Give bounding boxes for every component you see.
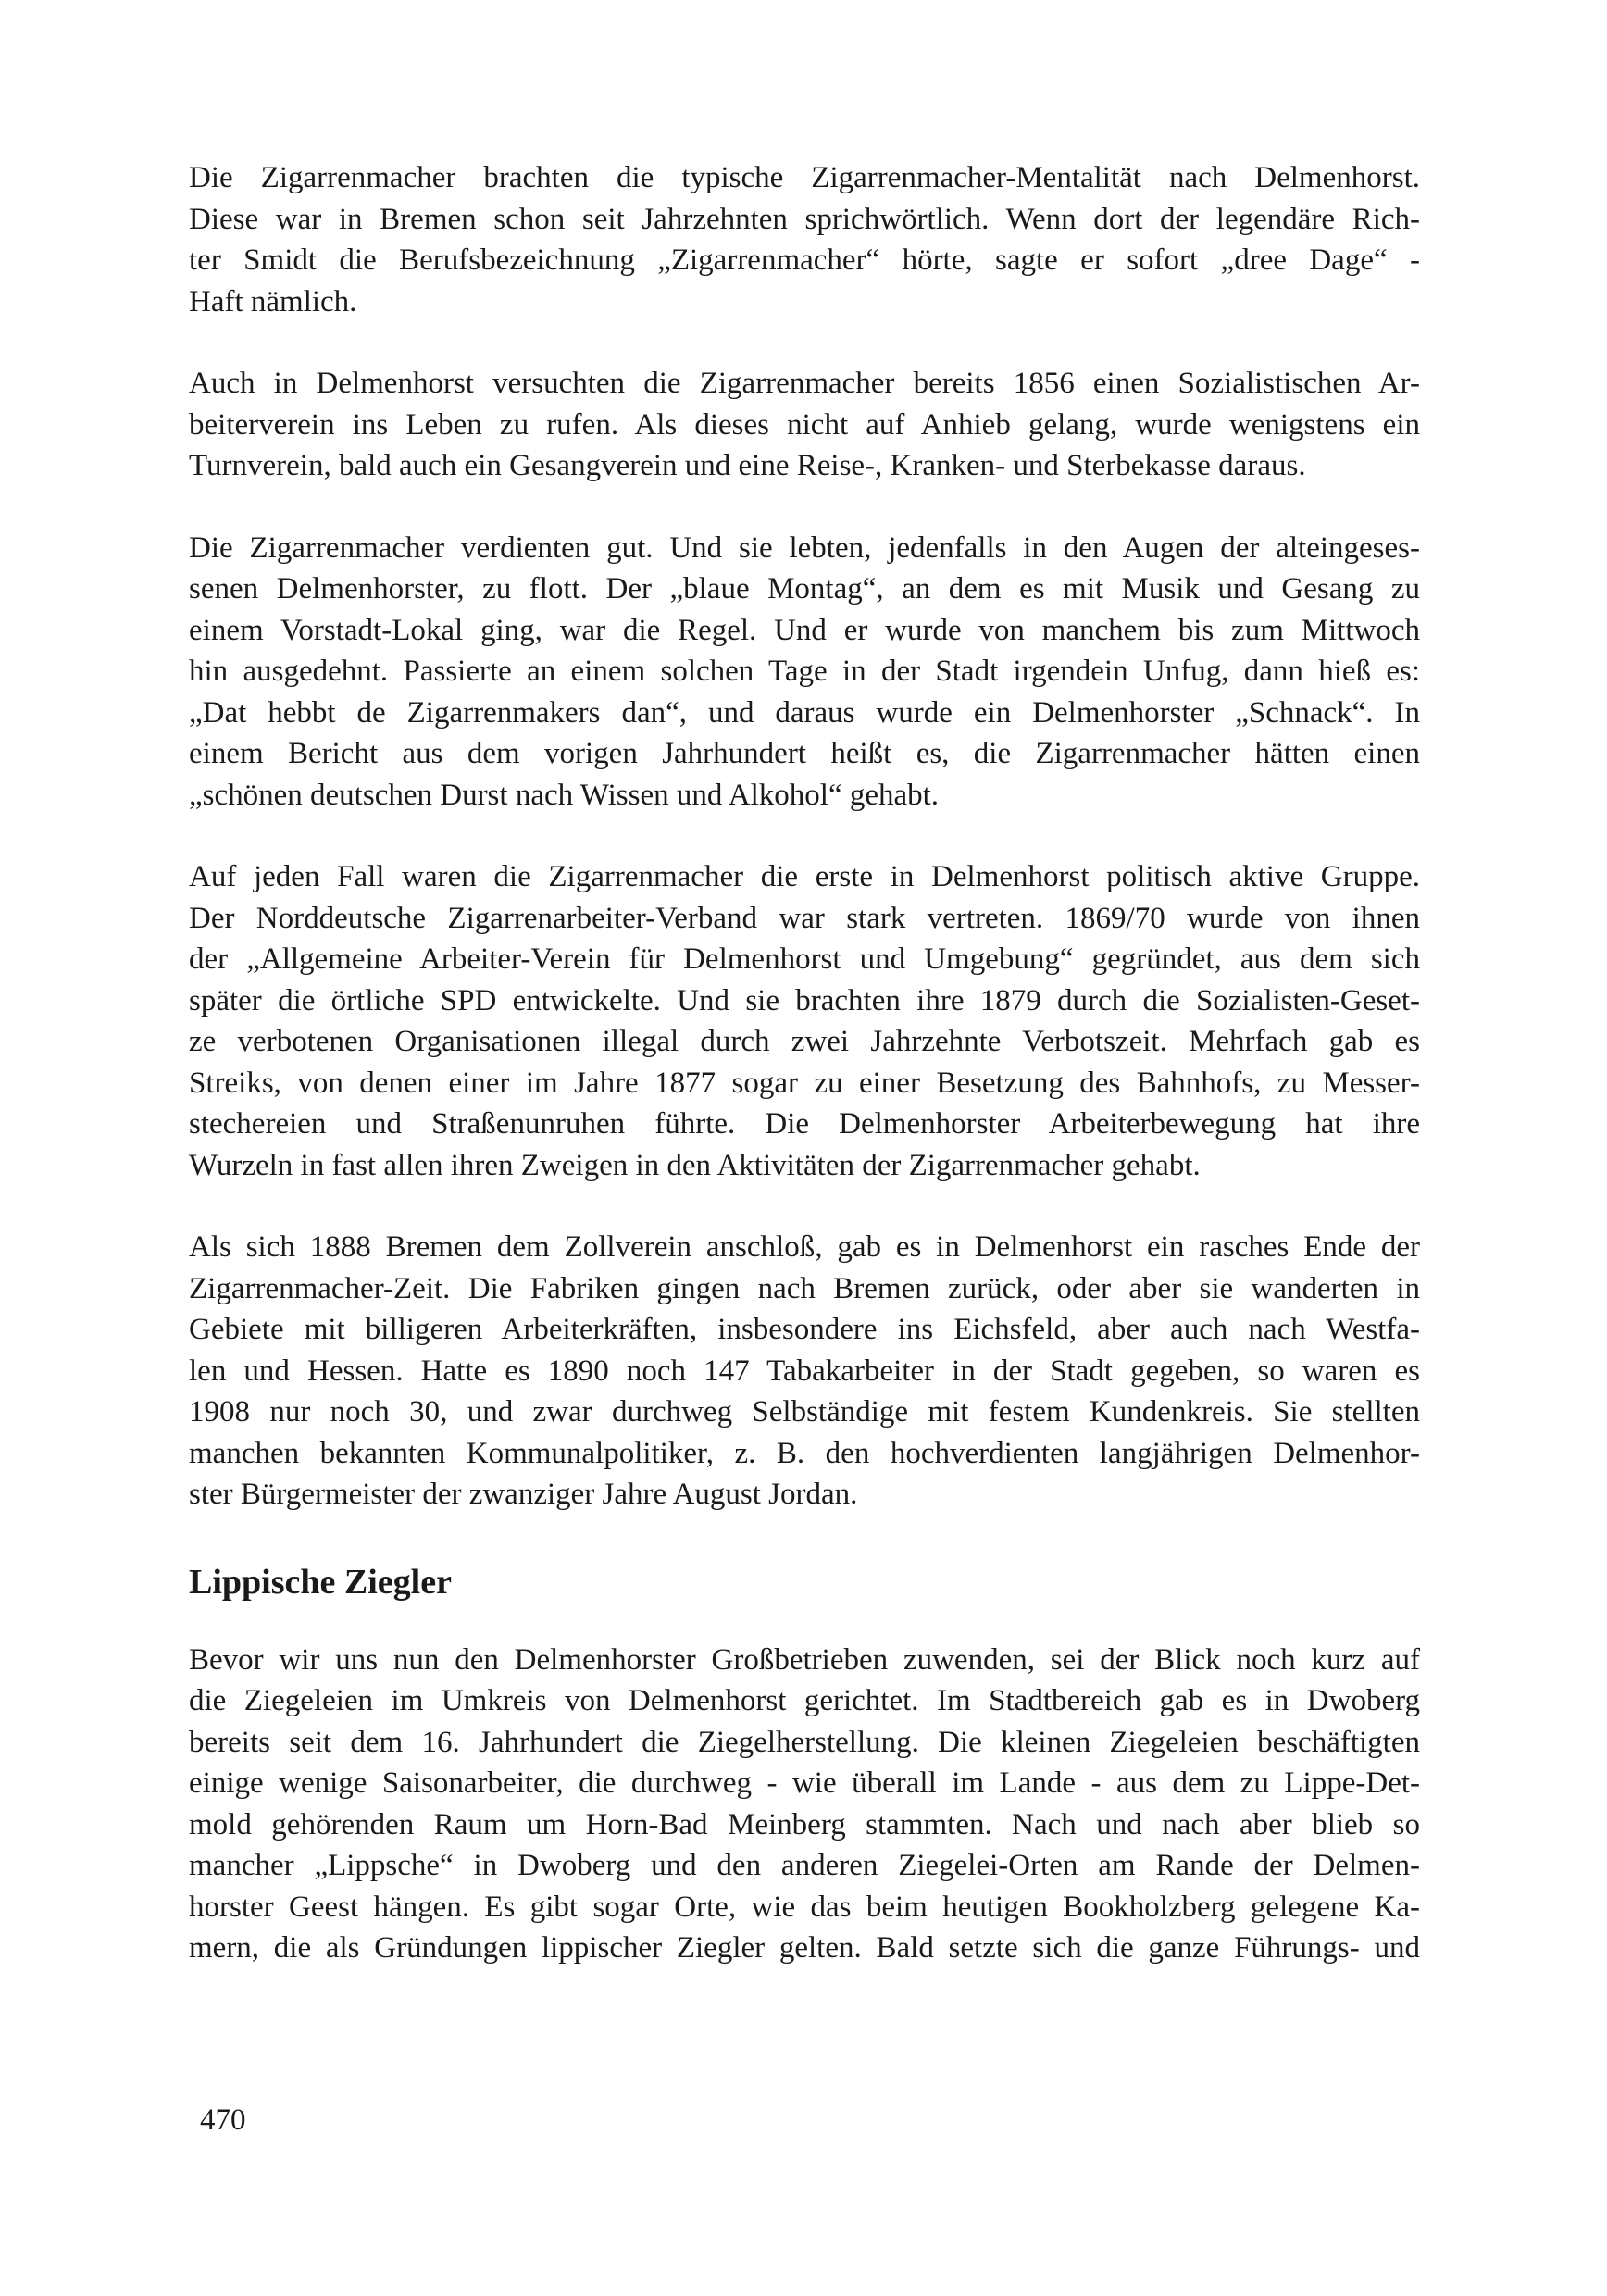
text-line: mancher „Lippsche“ in Dwoberg und den anderen Ziegelei-Orten am Rande der Delmen- — [189, 1849, 1420, 1882]
paragraph — [189, 1227, 1420, 1516]
text-line: Gebiete mit billigeren Arbeiterkräften, insbesondere ins Eichsfeld, aber auch nach Westfa- — [189, 1313, 1420, 1346]
text-line: „schönen deutschen Durst nach Wissen und Alkohol“ gehabt. — [189, 778, 940, 812]
text-line: Auch in Delmenhorst versuchten die Zigarrenmacher bereits 1856 einen Sozialistischen Ar- — [189, 367, 1420, 400]
text-line: ter Smidt die Berufsbezeichnung „Zigarrenmacher“ hörte, sagte er sofort „dree Dage“ - — [189, 243, 1420, 277]
paragraph — [189, 363, 1420, 487]
text-line: Der Norddeutsche Zigarrenarbeiter-Verband war stark vertreten. 1869/70 wurde von ihnen — [189, 901, 1420, 935]
text-line: Die Zigarrenmacher verdienten gut. Und sie lebten, jedenfalls in den Augen der alteingeses- — [189, 530, 1420, 565]
section-lippische-ziegler — [189, 1640, 1420, 1969]
paragraph — [189, 1640, 1420, 1969]
paragraph — [189, 157, 1420, 322]
text-line: 1908 nur noch 30, und zwar durchweg Selbständige mit festem Kundenkreis. Sie stellten — [189, 1395, 1420, 1429]
text-line: ze verbotenen Organisationen illegal durch zwei Jahrzehnte Verbotszeit. Mehrfach gab es — [189, 1025, 1420, 1058]
text-line: der „Allgemeine Arbeiter-Verein für Delmenhorst und Umgebung“ gegründet, aus dem sich — [189, 942, 1420, 976]
text-line: mern, die als Gründungen lippischer Ziegler gelten. Bald setzte sich die ganze Führungs- und — [189, 1931, 1420, 1965]
text-line: Bevor wir uns nun den Delmenhorster Großbetrieben zuwenden, sei der Blick noch kurz auf — [189, 1642, 1420, 1677]
text-line: Streiks, von denen einer im Jahre 1877 sogar zu einer Besetzung des Bahnhofs, zu Messer- — [189, 1066, 1420, 1100]
text-line: Turnverein, bald auch ein Gesangverein und eine Reise-, Kranken- und Sterbekasse daraus. — [189, 449, 1306, 482]
text-line: Diese war in Bremen schon seit Jahrzehnten sprichwörtlich. Wenn dort der legendäre Rich- — [189, 202, 1420, 236]
text-line: Wurzeln in fast allen ihren Zweigen in den Aktivitäten der Zigarrenmacher gehabt. — [189, 1148, 1201, 1182]
text-line: Haft nämlich. — [189, 284, 357, 318]
text-line: len und Hessen. Hatte es 1890 noch 147 Tabakarbeiter in der Stadt gegeben, so waren es — [189, 1354, 1420, 1388]
text-line: Zigarrenmacher-Zeit. Die Fabriken gingen nach Bremen zurück, oder aber sie wanderten in — [189, 1271, 1420, 1305]
text-line: Auf jeden Fall waren die Zigarrenmacher die erste in Delmenhorst politisch aktive Gruppe. — [189, 860, 1420, 893]
text-line: ster Bürgermeister der zwanziger Jahre August Jordan. — [189, 1478, 858, 1511]
text-line: die Ziegeleien im Umkreis von Delmenhorst gerichtet. Im Stadtbereich gab es in Dwoberg — [189, 1684, 1420, 1717]
text-line: Als sich 1888 Bremen dem Zollverein anschloß, gab es in Delmenhorst ein rasches Ende der — [189, 1230, 1420, 1264]
section-heading: Lippische Ziegler — [189, 1562, 452, 1602]
text-line: später die örtliche SPD entwickelte. Und sie brachten ihre 1879 durch die Sozialisten-Geset- — [189, 983, 1420, 1017]
text-line: horster Geest hängen. Es gibt sogar Orte, wie das beim heutigen Bookholzberg gelegene Ka- — [189, 1890, 1420, 1924]
text-line: mold gehörenden Raum um Horn-Bad Meinberg stammten. Nach und nach aber blieb so — [189, 1807, 1420, 1841]
text-line: einige wenige Saisonarbeiter, die durchweg - wie überall im Lande - aus dem zu Lippe-Det- — [189, 1766, 1420, 1800]
text-line: bereits seit dem 16. Jahrhundert die Ziegelherstellung. Die kleinen Ziegeleien beschäftigten — [189, 1725, 1420, 1759]
paragraph — [189, 856, 1420, 1186]
text-line: stechereien und Straßenunruhen führte. Die Delmenhorster Arbeiterbewegung hat ihre — [189, 1107, 1420, 1141]
paragraph — [189, 528, 1420, 817]
text-line: „Dat hebbt de Zigarrenmakers dan“, und daraus wurde ein Delmenhorster „Schnack“. In — [189, 695, 1420, 730]
text-line: Die Zigarrenmacher brachten die typische Zigarrenmacher-Mentalität nach Delmenhorst. — [189, 161, 1420, 194]
text-line: senen Delmenhorster, zu flott. Der „blaue Montag“, an dem es mit Musik und Gesang zu — [189, 572, 1420, 605]
text-line: einem Vorstadt-Lokal ging, war die Regel. Und er wurde von manchem bis zum Mittwoch — [189, 613, 1420, 647]
text-line: einem Bericht aus dem vorigen Jahrhundert heißt es, die Zigarrenmacher hätten einen — [189, 737, 1420, 770]
section-zigarrenmacher — [189, 157, 1420, 1516]
text-line: hin ausgedehnt. Passierte an einem solchen Tage in der Stadt irgendein Unfug, dann hieß es: — [189, 655, 1420, 688]
text-line: beiterverein ins Leben zu rufen. Als dieses nicht auf Anhieb gelang, wurde wenigstens ein — [189, 407, 1420, 442]
page-number: 470 — [200, 2103, 246, 2137]
text-column — [189, 157, 1420, 2010]
text-line: manchen bekannten Kommunalpolitiker, z. B. den hochverdienten langjährigen Delmenhor- — [189, 1436, 1420, 1470]
